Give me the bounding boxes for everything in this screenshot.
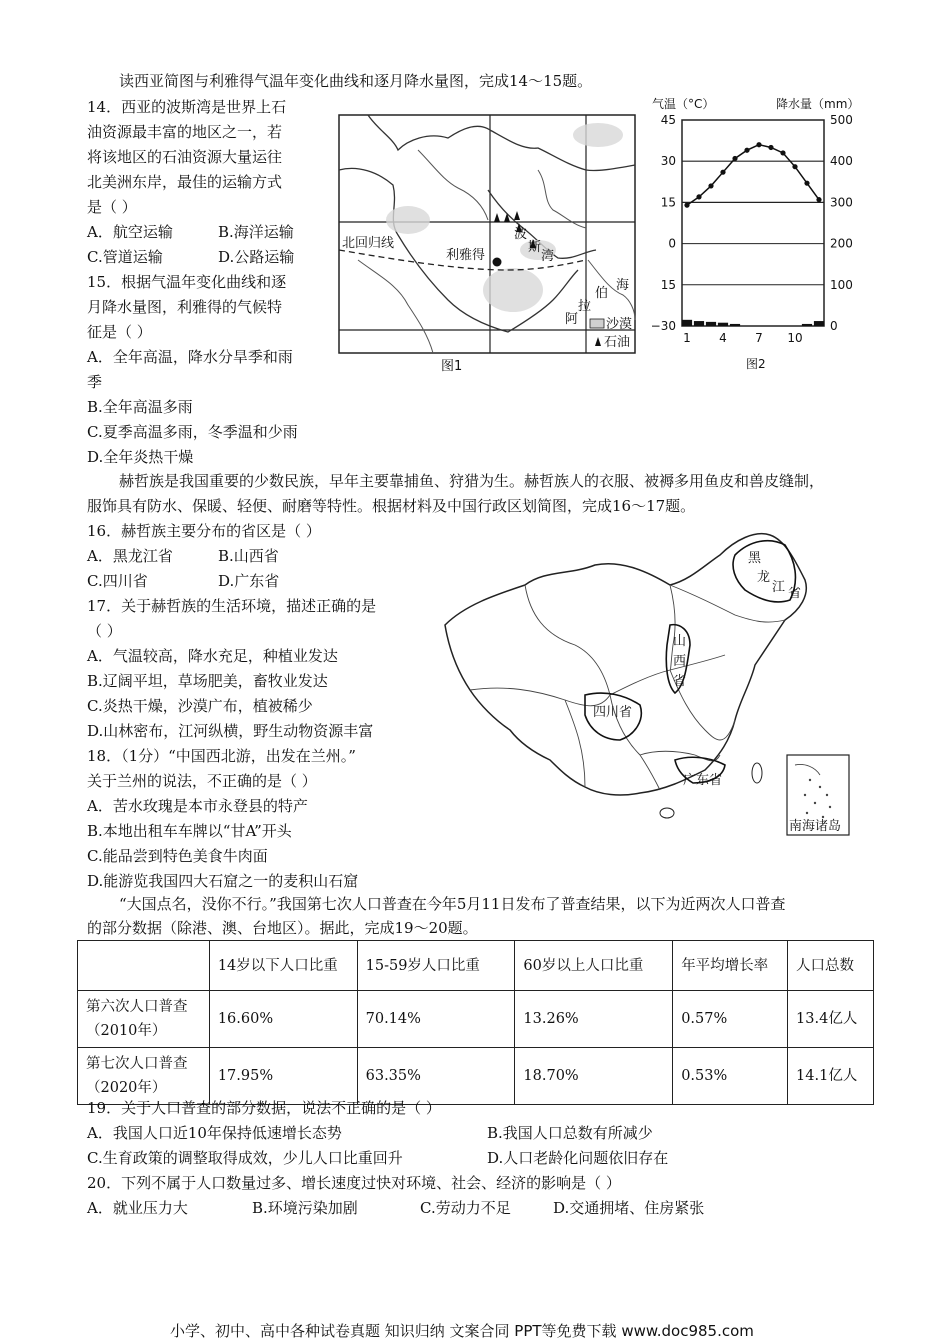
q17-option-a[interactable]: A．气温较高，降水充足，种植业发达 bbox=[87, 647, 338, 665]
q19-option-d[interactable]: D.人口老龄化问题依旧存在 bbox=[487, 1149, 669, 1167]
legend-oil-label: 石油 bbox=[604, 335, 631, 350]
q20-option-b[interactable]: B.环境污染加剧 bbox=[252, 1199, 358, 1217]
west-asia-map bbox=[338, 110, 638, 375]
riyadh-climate-chart bbox=[648, 92, 873, 377]
table-header-cell bbox=[78, 941, 210, 991]
month-ticks bbox=[683, 331, 802, 345]
q18-line: 18．（1分）“中国西北游，出发在兰州。” bbox=[87, 747, 356, 765]
table-cell: 13.4亿人 bbox=[788, 991, 874, 1048]
q14-option-d[interactable]: D.公路运输 bbox=[218, 248, 295, 266]
temperature-point bbox=[756, 142, 761, 147]
q14-line: 是（ ） bbox=[87, 198, 137, 216]
month-tick-label: 7 bbox=[755, 331, 763, 345]
temperature-point bbox=[816, 197, 821, 202]
q14-line: 14．西亚的波斯湾是世界上石 bbox=[87, 98, 287, 116]
temperature-point bbox=[720, 170, 725, 175]
month-tick-label: 1 bbox=[683, 331, 691, 345]
table-row bbox=[78, 1048, 874, 1105]
precip-tick-label: 100 bbox=[830, 277, 853, 292]
temperature-point bbox=[804, 181, 809, 186]
gulf-label-bo: 波 bbox=[514, 227, 528, 242]
q17-option-b[interactable]: B.辽阔平坦，草场肥美，畜牧业发达 bbox=[87, 672, 328, 690]
q16-option-b[interactable]: B.山西省 bbox=[218, 547, 279, 565]
q20-option-c[interactable]: C.劳动力不足 bbox=[420, 1199, 511, 1217]
q14-option-c[interactable]: C.管道运输 bbox=[87, 248, 163, 266]
intro-census-cont: 的部分数据（除港、澳、台地区）。据此，完成19～20题。 bbox=[87, 919, 478, 937]
label-sheng2: 省 bbox=[673, 674, 687, 689]
q15-line: 月降水量图，利雅得的气候特 bbox=[87, 298, 283, 316]
sea-label-bo: 伯 bbox=[595, 286, 609, 301]
label-guangdong: 广东省 bbox=[683, 773, 723, 788]
table-header-cell: 15-59岁人口比重 bbox=[357, 941, 515, 991]
label-jiang: 江 bbox=[772, 580, 786, 595]
label-sheng1: 省 bbox=[788, 586, 802, 601]
table-cell: 70.14% bbox=[357, 991, 515, 1048]
q14-line: 油资源最丰富的地区之一，若 bbox=[87, 123, 283, 141]
table-row-label: 第六次人口普查（2010年） bbox=[78, 991, 210, 1048]
precip-axis-title: 降水量（mm） bbox=[776, 97, 860, 111]
gulf-label-si: 斯 bbox=[528, 240, 542, 255]
q17-option-c[interactable]: C.炎热干燥，沙漠广布，植被稀少 bbox=[87, 697, 313, 715]
q18-option-b[interactable]: B.本地出租车车牌以“甘A”开头 bbox=[87, 822, 292, 840]
label-nanhai: 南海诸岛 bbox=[789, 819, 842, 834]
precip-bar bbox=[730, 324, 740, 326]
q19-option-c[interactable]: C.生育政策的调整取得成效，少儿人口比重回升 bbox=[87, 1149, 403, 1167]
q15-option-a-cont: 季 bbox=[87, 373, 103, 391]
precip-bar bbox=[694, 321, 704, 326]
precip-ticks bbox=[830, 113, 853, 333]
q14-line: 北美洲东岸，最佳的运输方式 bbox=[87, 173, 283, 191]
q15-option-d[interactable]: D.全年炎热干燥 bbox=[87, 448, 194, 466]
intro-west-asia: 读西亚简图与利雅得气温年变化曲线和逐月降水量图，完成14～15题。 bbox=[119, 72, 593, 90]
map1-caption: 图1 bbox=[441, 359, 463, 374]
temp-tick-label: 30 bbox=[660, 154, 676, 169]
precip-tick-label: 500 bbox=[830, 113, 853, 127]
table-cell: 0.53% bbox=[673, 1048, 788, 1105]
census-table bbox=[77, 940, 874, 1105]
intro-hezhe-cont: 服饰具有防水、保暖、轻便、耐磨等特性。根据材料及中国行政区划简图，完成16～17题。 bbox=[87, 497, 696, 515]
precip-bar bbox=[802, 324, 812, 326]
label-hei: 黑 bbox=[748, 551, 762, 566]
temperature-point bbox=[792, 164, 797, 169]
q15-option-c[interactable]: C.夏季高温多雨，冬季温和少雨 bbox=[87, 423, 298, 441]
q16-option-c[interactable]: C.四川省 bbox=[87, 572, 148, 590]
intro-census: “大国点名，没你不行。”我国第七次人口普查在今年5月11日发布了普查结果，以下为近两次人口普查 bbox=[119, 895, 786, 913]
q18-option-d[interactable]: D.能游览我国四大石窟之一的麦积山石窟 bbox=[87, 872, 359, 890]
chart-gridlines bbox=[682, 161, 824, 285]
chart-caption: 图2 bbox=[746, 357, 766, 371]
intro-hezhe: 赫哲族是我国重要的少数民族，早年主要靠捕鱼、狩猎为生。赫哲族人的衣服、被褥多用鱼皮和兽皮缝制， bbox=[119, 472, 825, 490]
temp-tick-label: −30 bbox=[650, 319, 676, 333]
precip-tick-label: 300 bbox=[830, 195, 853, 210]
month-tick-label: 4 bbox=[719, 331, 727, 345]
desert-area bbox=[483, 268, 543, 312]
taiwan-island bbox=[752, 763, 762, 783]
q15-option-a[interactable]: A．全年高温，降水分旱季和雨 bbox=[87, 348, 293, 366]
temp-tick-label: 15 bbox=[660, 195, 676, 210]
q20-stem: 20．下列不属于人口数量过多、增长速度过快对环境、社会、经济的影响是（ ） bbox=[87, 1174, 621, 1192]
temp-axis-title: 气温（°C） bbox=[652, 97, 715, 111]
temperature-line bbox=[687, 145, 819, 205]
precip-bar bbox=[718, 323, 728, 326]
riyadh-dot bbox=[493, 258, 502, 267]
q17-line: 17．关于赫哲族的生活环境，描述正确的是 bbox=[87, 597, 377, 615]
hainan-island bbox=[660, 808, 674, 818]
temp-tick-label: 0 bbox=[668, 236, 676, 251]
q18-option-a[interactable]: A．苦水玫瑰是本市永登县的特产 bbox=[87, 797, 308, 815]
precip-bar bbox=[814, 321, 824, 326]
table-cell: 16.60% bbox=[209, 991, 357, 1048]
temperature-point bbox=[684, 203, 689, 208]
q19-option-a[interactable]: A．我国人口近10年保持低速增长态势 bbox=[87, 1124, 342, 1142]
sea-label-hai: 海 bbox=[616, 278, 630, 293]
precip-bars bbox=[682, 320, 824, 326]
q20-option-a[interactable]: A．就业压力大 bbox=[87, 1199, 188, 1217]
temperature-point bbox=[768, 145, 773, 150]
q14-option-b[interactable]: B.海洋运输 bbox=[218, 223, 294, 241]
label-sichuan: 四川省 bbox=[593, 705, 633, 720]
temperature-point bbox=[744, 148, 749, 153]
table-cell: 14.1亿人 bbox=[788, 1048, 874, 1105]
precip-tick-label: 0 bbox=[830, 319, 838, 333]
table-header-cell: 14岁以下人口比重 bbox=[209, 941, 357, 991]
china-outline bbox=[445, 534, 806, 795]
temp-tick-label: 45 bbox=[660, 113, 676, 127]
q16-option-d[interactable]: D.广东省 bbox=[218, 572, 280, 590]
table-header-cell: 年平均增长率 bbox=[673, 941, 788, 991]
sea-label-la: 拉 bbox=[578, 299, 592, 314]
temperature-point bbox=[732, 156, 737, 161]
temp-ticks bbox=[651, 113, 676, 333]
temperature-point bbox=[696, 194, 701, 199]
precip-tick-label: 400 bbox=[830, 154, 853, 169]
q16-stem: 16．赫哲族主要分布的省区是（ ） bbox=[87, 522, 321, 540]
riyadh-label: 利雅得 bbox=[446, 248, 486, 263]
precip-bar bbox=[682, 320, 692, 326]
q15-option-b[interactable]: B.全年高温多雨 bbox=[87, 398, 193, 416]
q19-stem: 19．关于人口普查的部分数据，说法不正确的是（ ） bbox=[87, 1099, 441, 1117]
q14-option-a[interactable]: A．航空运输 bbox=[87, 223, 173, 241]
q15-line: 15．根据气温年变化曲线和逐 bbox=[87, 273, 287, 291]
q15-line: 征是（ ） bbox=[87, 323, 152, 341]
table-row bbox=[78, 991, 874, 1048]
table-cell: 13.26% bbox=[515, 991, 673, 1048]
temp-tick-label: 15 bbox=[660, 277, 676, 292]
table-cell: 0.57% bbox=[673, 991, 788, 1048]
q14-line: 将该地区的石油资源大量运往 bbox=[87, 148, 283, 166]
sea-label-a: 阿 bbox=[565, 312, 579, 327]
month-tick-label: 10 bbox=[787, 331, 803, 345]
table-header-row bbox=[78, 941, 874, 991]
q20-option-d[interactable]: D.交通拥堵、住房紧张 bbox=[553, 1199, 705, 1217]
q19-option-b[interactable]: B.我国人口总数有所减少 bbox=[487, 1124, 653, 1142]
legend-desert-swatch bbox=[590, 319, 604, 328]
q18-line: 关于兰州的说法，不正确的是（ ） bbox=[87, 772, 317, 790]
footer-ad[interactable]: 小学、初中、高中各种试卷真题 知识归纳 文案合同 PPT等免费下载 www.doc985.com bbox=[170, 1322, 754, 1340]
table-row-label: 第七次人口普查（2020年） bbox=[78, 1048, 210, 1105]
table-header-cell: 人口总数 bbox=[788, 941, 874, 991]
q18-option-c[interactable]: C.能品尝到特色美食牛肉面 bbox=[87, 847, 268, 865]
label-long: 龙 bbox=[757, 570, 771, 585]
table-cell: 18.70% bbox=[515, 1048, 673, 1105]
q17-line: （ ） bbox=[87, 622, 122, 640]
temperature-point bbox=[708, 183, 713, 188]
label-shan: 山 bbox=[673, 634, 687, 649]
temperature-point bbox=[780, 150, 785, 155]
gulf-label-wan: 湾 bbox=[541, 249, 555, 264]
precip-bar bbox=[706, 322, 716, 326]
label-xi: 西 bbox=[673, 654, 687, 669]
chart-frame bbox=[682, 120, 824, 326]
tropic-label: 北回归线 bbox=[342, 236, 395, 251]
table-header-cell: 60岁以上人口比重 bbox=[515, 941, 673, 991]
q16-option-a[interactable]: A．黑龙江省 bbox=[87, 547, 173, 565]
table-cell: 63.35% bbox=[357, 1048, 515, 1105]
legend-desert-label: 沙漠 bbox=[606, 317, 633, 332]
precip-tick-label: 200 bbox=[830, 236, 853, 251]
map1-frame bbox=[339, 115, 635, 353]
table-cell: 17.95% bbox=[209, 1048, 357, 1105]
q17-option-d[interactable]: D.山林密布，江河纵横，野生动物资源丰富 bbox=[87, 722, 374, 740]
china-map bbox=[435, 525, 855, 840]
